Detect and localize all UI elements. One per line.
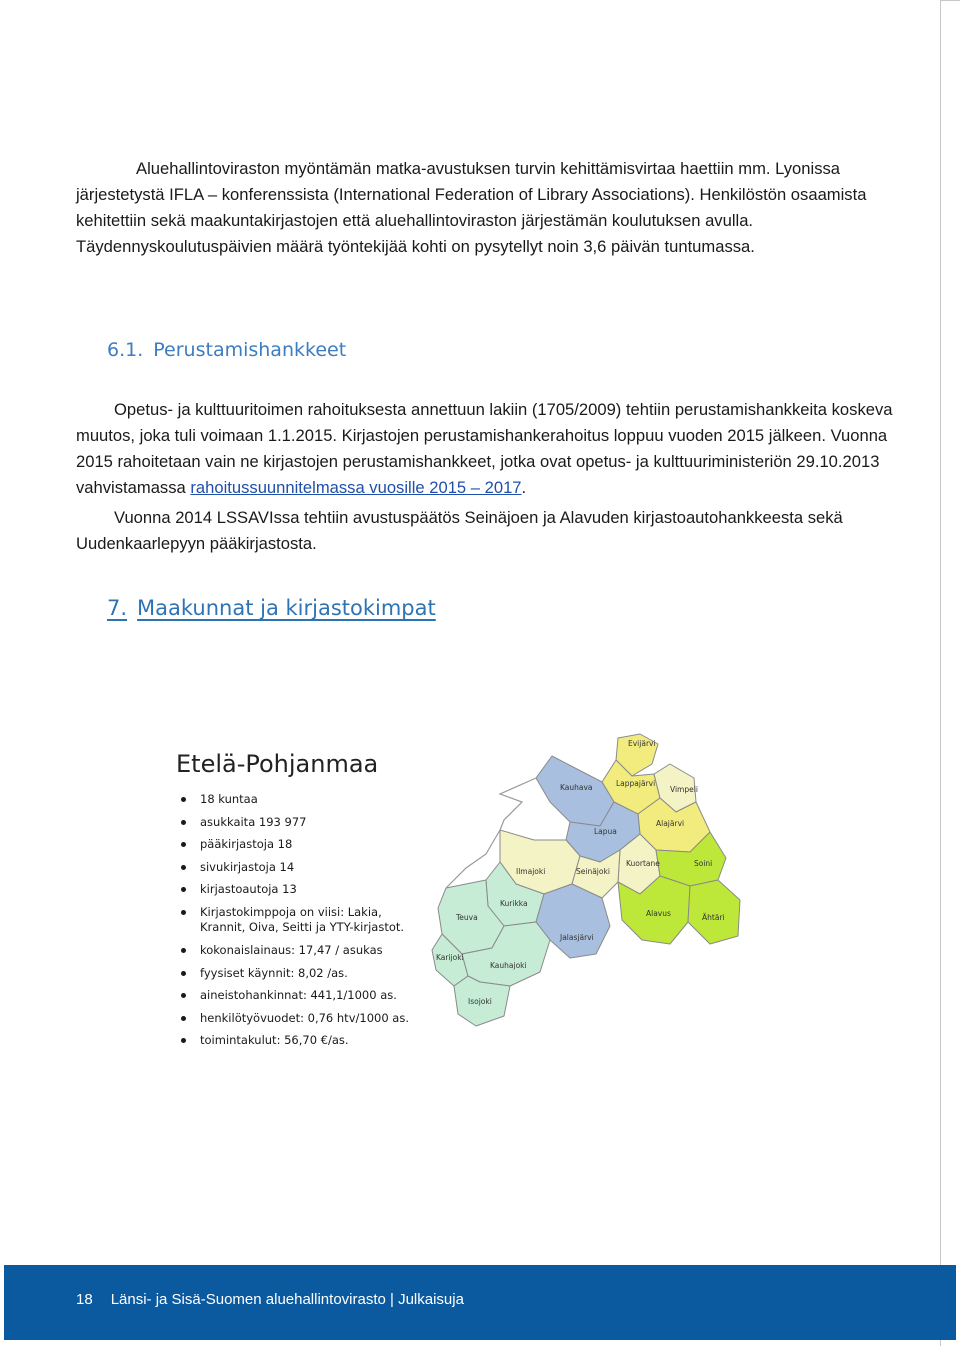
map-label-kauhava: Kauhava [560, 783, 593, 792]
section-6-1-title: Perustamishankkeet [153, 339, 347, 361]
map-label-karijoki: Karijoki [436, 953, 464, 962]
map-label-lappajarvi: Lappajärvi [616, 779, 656, 788]
page-corner-rule [940, 0, 960, 1]
stat-item: fyysiset käynnit: 8,02 /as. [178, 962, 415, 985]
stat-item: sivukirjastoja 14 [178, 856, 415, 879]
section-6-1-heading [107, 339, 346, 361]
funding-paragraph-text: Opetus- ja kulttuuritoimen rahoituksesta annettuun lakiin (1705/2009) tehtiin perustamishankkeita koskeva muutos, joka tuli voimaan 1.1.2015. Kirjastojen perustamishankerahoitus loppuu vuoden 2015 jälkeen. Vuonna 2015 rahoitetaan vain ne kirjastojen perustamishankkeet, jotka ovat opetus- ja kulttuuriministeriön 29.10.2013 vahvistamassa [76, 400, 893, 497]
page-edge-rule [940, 0, 941, 1346]
funding-plan-link[interactable]: rahoitussuunnitelmassa vuosille 2015 – 2017 [190, 478, 522, 497]
page-number: 18 [76, 1291, 93, 1308]
map-label-ilmajoki: Ilmajoki [516, 867, 546, 876]
stat-item: asukkaita 193 977 [178, 811, 415, 834]
funding-paragraph [76, 397, 906, 501]
funding-paragraph-end: . [521, 478, 527, 497]
stat-item: aineistohankinnat: 441,1/1000 as. [178, 984, 415, 1007]
map-label-kuortane: Kuortane [626, 859, 660, 868]
footer-text-line [76, 1291, 464, 1308]
region-stats-list [178, 788, 415, 1052]
section-7-heading [107, 596, 436, 620]
map-label-lapua: Lapua [594, 827, 617, 836]
map-label-soini: Soini [694, 859, 713, 868]
map-label-kurikka: Kurikka [500, 899, 528, 908]
stat-item: Kirjastokimppoja on viisi: Lakia, Krannit, Oiva, Seitti ja YTY-kirjastot. [178, 901, 415, 939]
section-6-1-number: 6.1. [107, 339, 144, 361]
stat-item: kokonaislainaus: 17,47 / asukas [178, 939, 415, 962]
map-label-teuva: Teuva [456, 913, 478, 922]
map-label-jalasjarvi: Jalasjärvi [560, 933, 594, 942]
map-label-alavus: Alavus [646, 909, 671, 918]
map-coast-line-north [500, 778, 536, 830]
page-footer [4, 1265, 956, 1340]
map-label-evijarvi: Evijärvi [628, 739, 656, 748]
map-label-ahtari: Ähtäri [702, 913, 725, 922]
map-label-kauhajoki: Kauhajoki [490, 961, 527, 970]
map-label-alajarvi: Alajärvi [656, 819, 685, 828]
grant-decision-paragraph: Vuonna 2014 LSSAVIssa tehtiin avustuspäätös Seinäjoen ja Alavuden kirjastoautohankkeesta sekä Uudenkaarlepyyn pääkirjastosta. [76, 508, 843, 553]
stat-item: henkilötyövuodet: 0,76 htv/1000 as. [178, 1007, 415, 1030]
map-region-ahtari [688, 880, 740, 944]
intro-paragraph: Aluehallintoviraston myöntämän matka-avustuksen turvin kehittämisvirtaa haettiin mm. Lyonissa järjestetystä IFLA – konferenssista (International Federation of Library Associations). Henkilöstön osaamista kehitettiin sekä maakuntakirjastojen että aluehallintoviraston järjestämän koulutuksen avulla. Täydennyskoulutuspäivien määrä työntekijää kohti on pysytellyt noin 3,6 päivän tuntumassa. [76, 159, 867, 256]
footer-publisher: Länsi- ja Sisä-Suomen aluehallintovirasto | Julkaisuja [110, 1291, 464, 1308]
stat-item: kirjastoautoja 13 [178, 878, 415, 901]
map-title: Etelä-Pohjanmaa [176, 750, 379, 778]
map-label-isojoki: Isojoki [468, 997, 492, 1006]
map-label-vimpeli: Vimpeli [670, 785, 698, 794]
stat-item: pääkirjastoja 18 [178, 833, 415, 856]
stat-item: 18 kuntaa [178, 788, 415, 811]
section-7-title: Maakunnat ja kirjastokimpat [137, 596, 436, 620]
stat-item: toimintakulut: 56,70 €/as. [178, 1029, 415, 1052]
section-7-number: 7. [107, 596, 128, 620]
region-map-figure [170, 730, 790, 1048]
map-label-seinajoki: Seinäjoki [576, 867, 610, 876]
